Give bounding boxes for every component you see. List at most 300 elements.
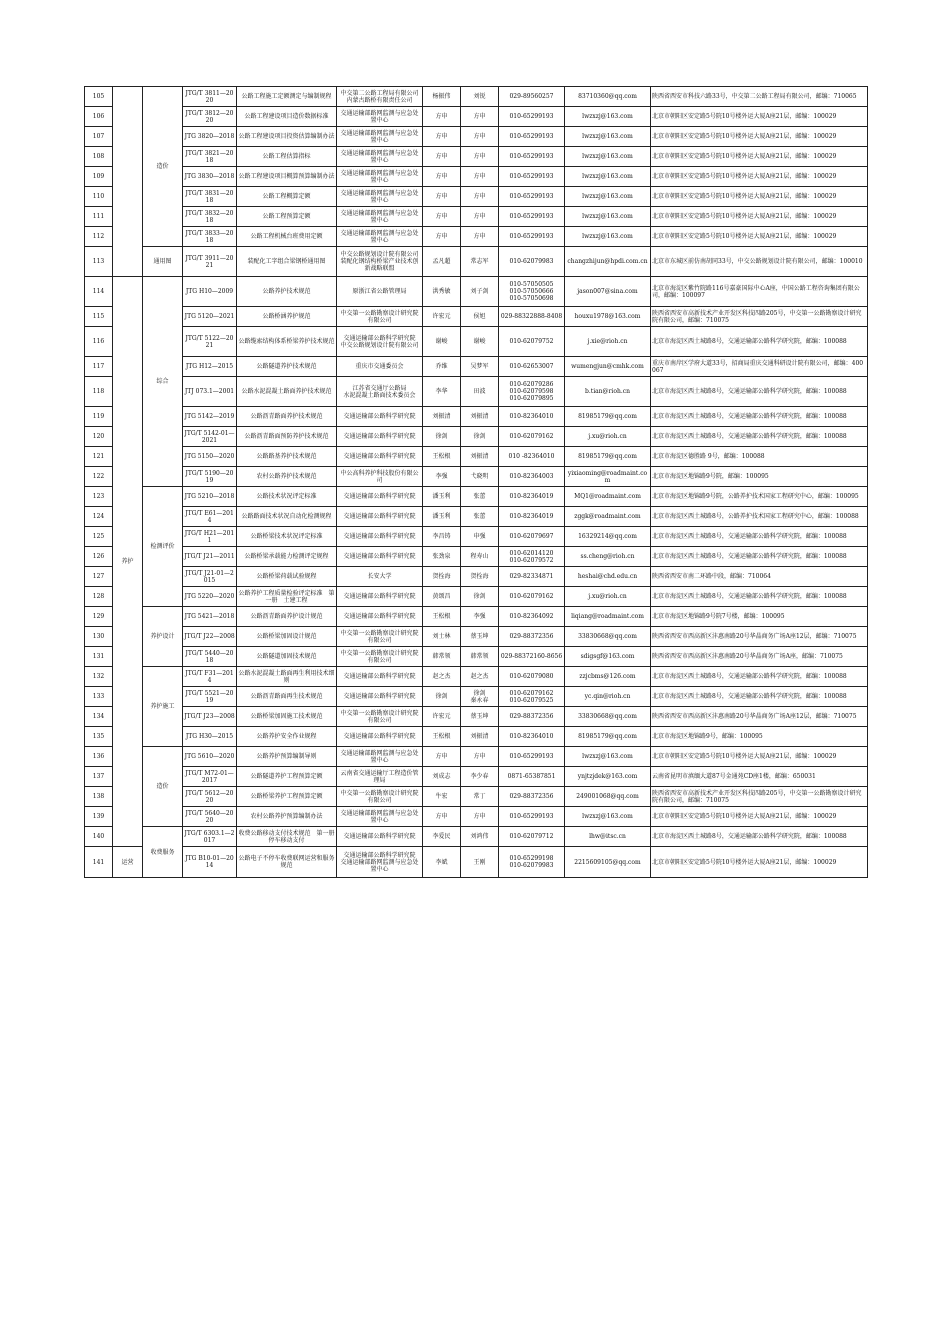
row-number: 106 [85,107,113,127]
contact-email[interactable]: sdigsgf@163.com [565,647,651,667]
table-row [85,707,868,727]
row-number: 134 [85,707,113,727]
table-row [85,127,868,147]
standard-code: JTG 5142—2019 [183,407,237,427]
table-row [85,747,868,767]
standard-code: JTG/T 5190—2019 [183,467,237,487]
table-row [85,87,868,107]
standard-code: JTG/T J22—2008 [183,627,237,647]
contact-email[interactable]: 33830668@qq.com [565,707,651,727]
contact-email[interactable]: zggk@roadmaint.com [565,507,651,527]
contact-email[interactable]: MQ1@roadmaint.com [565,487,651,507]
standard-name: 公路养护工程质量检验评定标准 第一册 土建工程 [237,587,337,607]
chief-editor: 徐剑 [423,687,461,707]
contact-address: 陕西省西安市西高新区沣惠南路20号华晶商务广场A座12层，邮编：710075 [651,627,868,647]
standard-name: 装配化工字组合梁钢桥通用图 [237,247,337,277]
contact-email[interactable]: ss.cheng@rioh.cn [565,547,651,567]
chief-editor: 王松根 [423,607,461,627]
contact-email[interactable]: j.xie@rioh.cn [565,327,651,357]
standard-code: JTG 5610—2020 [183,747,237,767]
chief-editor: 方申 [423,107,461,127]
table-row [85,627,868,647]
contact-address: 北京市海淀区西土城路8号，交通运输部公路科学研究院，邮编：100088 [651,527,868,547]
standard-name: 公路桥梁加固施工技术规范 [237,707,337,727]
table-row [85,327,868,357]
standard-name: 公路桥梁荷载试验规程 [237,567,337,587]
contact-email[interactable]: 83710360@qq.com [565,87,651,107]
contact-email[interactable]: yixiaoming@roadmaint.com [565,467,651,487]
standard-name: 公路养护预算编制导则 [237,747,337,767]
lead-organization: 交通运输部路网监测与应急处置中心 [337,187,423,207]
contact-person: 程寿山 [461,547,499,567]
contact-email[interactable]: jason007@sina.com [565,277,651,307]
table-row [85,307,868,327]
standard-code: JTG/T J21—2011 [183,547,237,567]
standard-name: 公路沥青路面再生技术规范 [237,687,337,707]
contact-phone: 010-65299193 [499,147,565,167]
contact-phone: 010-65299193 [499,127,565,147]
table-row [85,427,868,447]
standard-code: JTG/T H21—2011 [183,527,237,547]
chief-editor: 方申 [423,227,461,247]
standard-code: JTG H12—2015 [183,357,237,377]
contact-email[interactable]: 16329214@qq.com [565,527,651,547]
standard-name: 公路工程预算定额 [237,207,337,227]
contact-email[interactable]: wumengjun@cmhk.com [565,357,651,377]
chief-editor: 刘成志 [423,767,461,787]
lead-organization: 交通运输部公路科学研究院 [337,507,423,527]
standard-code: JTG H30—2015 [183,727,237,747]
contact-phone: 010-82364019 [499,487,565,507]
table-row [85,407,868,427]
contact-email[interactable]: liqiang@roadmaint.com [565,607,651,627]
lead-organization: 云南省交通运输厅工程造价管理局 [337,767,423,787]
standard-name: 公路隧道加固技术规范 [237,647,337,667]
standard-name: 公路工程建设项目概算预算编制办法 [237,167,337,187]
lead-organization: 交通运输部公路科学研究院 [337,407,423,427]
contact-address: 重庆市南岸区学府大道33号，招商局重庆交通科研设计院有限公司，邮编：400067 [651,357,868,377]
table-row [85,207,868,227]
contact-email[interactable]: lwzxzj@163.com [565,107,651,127]
contact-person: 方申 [461,207,499,227]
contact-phone: 010-62653007 [499,357,565,377]
standard-name: 公路养护技术规范 [237,277,337,307]
chief-editor: 刘士林 [423,627,461,647]
lead-organization: 交通运输部路网监测与应急处置中心 [337,207,423,227]
standard-code: JTG/T 3832—2018 [183,207,237,227]
standard-code: JTG/T 5612—2020 [183,787,237,807]
contact-address: 陕西省西安市西高新区沣惠南路20号华晶商务广场A座12层，邮编：710075 [651,707,868,727]
contact-email[interactable]: 33830668@qq.com [565,627,651,647]
contact-phone: 010-65299193 [499,807,565,827]
standard-name: 公路桥涵养护规范 [237,307,337,327]
table-row [85,827,868,847]
standard-name: 公路技术状况评定标准 [237,487,337,507]
contact-person: 贺拴海 [461,567,499,587]
lead-organization: 交通运输部公路科学研究院 [337,447,423,467]
contact-phone: 010-65299193 [499,747,565,767]
standard-name: 公路沥青路面养护技术规范 [237,407,337,427]
standard-name: 公路隧道养护技术规范 [237,357,337,377]
row-number: 136 [85,747,113,767]
row-number: 139 [85,807,113,827]
standard-name: 公路水泥混凝土路面养护技术规范 [237,377,337,407]
subcategory-cell: 检测评价 [143,487,183,607]
contact-phone: 010-62079080 [499,667,565,687]
row-number: 118 [85,377,113,407]
standard-code: JTG/T F31—2014 [183,667,237,687]
contact-email[interactable]: zzjcbms@126.com [565,667,651,687]
contact-email[interactable]: j.xu@rioh.cn [565,587,651,607]
standard-code: JTG 3830—2018 [183,167,237,187]
row-number: 122 [85,467,113,487]
contact-address: 北京市朝阳区安定路5号院10号楼外运大厦A座21层，邮编：100029 [651,207,868,227]
contact-person: 方申 [461,807,499,827]
row-number: 137 [85,767,113,787]
standard-name: 公路路面技术状况自动化检测规程 [237,507,337,527]
contact-address: 北京市朝阳区安定路5号院10号楼外运大厦A座21层，邮编：100029 [651,107,868,127]
contact-person: 徐剑 秦永春 [461,687,499,707]
contact-phone: 010-62079697 [499,527,565,547]
standard-code: JTG/T 3911—2021 [183,247,237,277]
contact-phone: 029-88372356 [499,787,565,807]
contact-email[interactable]: 2215609105@qq.com [565,847,651,878]
contact-email[interactable]: lwzxzj@163.com [565,147,651,167]
lead-organization: 交通运输部公路科学研究院 [337,427,423,447]
contact-phone: 010-62079162 010-62079525 [499,687,565,707]
chief-editor: 黄颂昌 [423,587,461,607]
contact-address: 北京市海淀区德胜路 9号，邮编：100088 [651,447,868,467]
chief-editor: 谢峻 [423,327,461,357]
contact-person: 刘锐 [461,87,499,107]
standard-name: 公路桥梁技术状况评定标准 [237,527,337,547]
contact-person: 侯旭 [461,307,499,327]
contact-email[interactable]: yc.qin@rioh.cn [565,687,651,707]
table-row [85,787,868,807]
contact-phone: 029-88372356 [499,627,565,647]
contact-address: 北京市海淀区西土城路8号，公路养护技术国家工程研究中心，邮编：100088 [651,507,868,527]
chief-editor: 李华 [423,377,461,407]
contact-address: 北京市海淀区地锦路9号院7号楼，邮编：100095 [651,607,868,627]
contact-email[interactable]: 249001068@qq.com [565,787,651,807]
contact-email[interactable]: 81985179@qq.com [565,407,651,427]
standard-code: JTG H10—2009 [183,277,237,307]
chief-editor: 潘玉利 [423,507,461,527]
contact-person: 常志军 [461,247,499,277]
lead-organization: 中交第二公路工程局有限公司 内蒙古路桥有限责任公司 [337,87,423,107]
contact-email[interactable]: b.tian@rioh.cn [565,377,651,407]
row-number: 141 [85,847,113,878]
row-number: 127 [85,567,113,587]
lead-organization: 交通运输部公路科学研究院 [337,667,423,687]
standard-name: 公路工程建设项目造价数据标准 [237,107,337,127]
standard-code: JTG/T J23—2008 [183,707,237,727]
row-number: 128 [85,587,113,607]
lead-organization: 交通运输部公路科学研究院 [337,527,423,547]
contact-person: 韩常领 [461,647,499,667]
table-row [85,527,868,547]
contact-address: 陕西省西安市科技六路33号，中交第二公路工程局有限公司，邮编：710065 [651,87,868,107]
contact-email[interactable]: lwzxzj@163.com [565,747,651,767]
contact-email[interactable]: lwzxzj@163.com [565,187,651,207]
row-number: 112 [85,227,113,247]
contact-person: 吴梦军 [461,357,499,377]
table-row [85,467,868,487]
table-body [85,87,868,878]
row-number: 138 [85,787,113,807]
contact-address: 北京市海淀区西土城路8号，交通运输部公路科学研究院，邮编：100088 [651,587,868,607]
standard-name: 公路工程建设项目投资估算编制办法 [237,127,337,147]
contact-email[interactable]: lwzxzj@163.com [565,167,651,187]
row-number: 105 [85,87,113,107]
standard-name: 公路工程机械台班费用定额 [237,227,337,247]
chief-editor: 洪秀敏 [423,277,461,307]
category-cell [113,87,143,277]
contact-phone: 010-62079752 [499,327,565,357]
standard-name: 公路电子不停车收费联网运营和服务规范 [237,847,337,878]
row-number: 124 [85,507,113,527]
chief-editor: 方申 [423,207,461,227]
chief-editor: 贺拴海 [423,567,461,587]
standards-table [84,86,868,878]
contact-address: 陕西省西安市西高新区沣惠南路20号华晶商务广场A座，邮编：710075 [651,647,868,667]
row-number: 130 [85,627,113,647]
contact-email[interactable]: changzhijun@hpdi.com.cn [565,247,651,277]
standard-name: 公路桥梁加固设计规范 [237,627,337,647]
standard-code: JTG/T 3821—2018 [183,147,237,167]
chief-editor: 赵之杰 [423,667,461,687]
standard-code: JTG/T 5640—2020 [183,807,237,827]
contact-address: 北京市朝阳区安定路5号院10号楼外运大厦A座21层，邮编：100029 [651,127,868,147]
contact-email[interactable]: lwzxzj@163.com [565,227,651,247]
standard-name: 公路桥梁承载能力检测评定规程 [237,547,337,567]
lead-organization: 长安大学 [337,567,423,587]
contact-address: 北京市海淀区西土城路8号，交通运输部公路科学研究院，邮编：100088 [651,687,868,707]
contact-person: 刘子剑 [461,277,499,307]
chief-editor: 方申 [423,747,461,767]
lead-organization: 交通运输部公路科学研究院 [337,487,423,507]
row-number: 121 [85,447,113,467]
contact-phone: 029-88322888-8408 [499,307,565,327]
standard-code: JTG/T 5122—2021 [183,327,237,357]
lead-organization: 中交第一公路勘察设计研究院有限公司 [337,787,423,807]
contact-phone: 010-65299198 010-62079983 [499,847,565,878]
lead-organization: 交通运输部路网监测与应急处置中心 [337,127,423,147]
lead-organization: 重庆市交通委员会 [337,357,423,377]
lead-organization: 原浙江省公路管理局 [337,277,423,307]
lead-organization: 江苏省交通厅公路局 水泥混凝土路面技术委员会 [337,377,423,407]
table-row [85,687,868,707]
contact-address: 北京市海淀区西土城路8号，交通运输部公路科学研究院，邮编：100088 [651,377,868,407]
standard-name: 公路工程施工定额测定与编制规程 [237,87,337,107]
chief-editor: 牛宏 [423,787,461,807]
standard-name: 公路沥青路面养护设计规范 [237,607,337,627]
standard-code: JTG/T 5521—2019 [183,687,237,707]
standards-table-sheet [84,86,867,878]
table-row [85,187,868,207]
table-row [85,667,868,687]
contact-email[interactable]: heshai@chd.edu.cn [565,567,651,587]
contact-email[interactable]: lwzxzj@163.com [565,127,651,147]
chief-editor: 王松根 [423,727,461,747]
chief-editor: 韩常领 [423,647,461,667]
standard-name: 农村公路养护技术规范 [237,467,337,487]
chief-editor: 徐剑 [423,427,461,447]
contact-person: 方申 [461,187,499,207]
chief-editor: 方申 [423,147,461,167]
contact-person: 刘振清 [461,727,499,747]
contact-email[interactable]: houxu1978@163.com [565,307,651,327]
contact-phone: 010-65299193 [499,167,565,187]
contact-phone: 010-82364010 [499,407,565,427]
contact-person: 王刚 [461,847,499,878]
row-number: 109 [85,167,113,187]
table-row [85,807,868,827]
lead-organization: 中交公路规划设计院有限公司 装配化钢结构桥梁产业技术创新战略联盟 [337,247,423,277]
table-row [85,377,868,407]
contact-email[interactable]: 81985179@qq.com [565,447,651,467]
row-number: 115 [85,307,113,327]
subcategory-cell: 收费服务 [143,827,183,878]
row-number: 110 [85,187,113,207]
contact-address: 北京市海淀区西土城路8号，交通运输部公路科学研究院，邮编：100088 [651,427,868,447]
contact-address: 北京市海淀区西土城路8号，交通运输部公路科学研究院，邮编：100088 [651,667,868,687]
contact-address: 北京市朝阳区安定路5号院10号楼外运大厦A座21层，邮编：100029 [651,167,868,187]
standard-code: JTG 5120—2021 [183,307,237,327]
standard-name: 收费公路移动支付技术规范 第一册 停车移动支付 [237,827,337,847]
row-number: 135 [85,727,113,747]
table-row [85,547,868,567]
standard-code: JTG/T 5440—2018 [183,647,237,667]
standard-code: JTG/T 5142-01—2021 [183,427,237,447]
contact-phone: 010-82364092 [499,607,565,627]
standard-code: JTG 5421—2018 [183,607,237,627]
lead-organization: 交通运输部公路科学研究院 [337,827,423,847]
contact-person: 方申 [461,147,499,167]
row-number: 114 [85,277,113,307]
contact-address: 北京市朝阳区安定路5号院10号楼外运大厦A座21层，邮编：100029 [651,847,868,878]
contact-person: 李少春 [461,767,499,787]
standard-code: JTJ 073.1—2001 [183,377,237,407]
contact-phone: 010-82364019 [499,507,565,527]
row-number: 125 [85,527,113,547]
standard-code: JTG/T M72-01—2017 [183,767,237,787]
standard-name: 公路路基养护技术规范 [237,447,337,467]
standard-code: JTG/T 3812—2020 [183,107,237,127]
contact-person: 张蕾 [461,487,499,507]
chief-editor: 王松根 [423,447,461,467]
table-row [85,607,868,627]
table-row [85,277,868,307]
contact-person: 赵之杰 [461,667,499,687]
chief-editor: 刘振清 [423,407,461,427]
contact-address: 北京市朝阳区安定路5号院10号楼外运大厦A座21层，邮编：100029 [651,147,868,167]
category-cell: 养护 [113,277,143,847]
contact-address: 北京市朝阳区安定路5号院10号楼外运大厦A座21层，邮编：100029 [651,747,868,767]
standard-code: JTG 5210—2018 [183,487,237,507]
chief-editor: 孟凡超 [423,247,461,277]
standard-code: JTG 3820—2018 [183,127,237,147]
contact-phone: 010-62079286 010-62079598 010-62079895 [499,377,565,407]
table-row [85,567,868,587]
table-row [85,147,868,167]
contact-person: 李强 [461,607,499,627]
contact-email[interactable]: lwzxzj@163.com [565,807,651,827]
contact-address: 北京市朝阳区安定路5号院10号楼外运大厦A座21层，邮编：100029 [651,187,868,207]
lead-organization: 交通运输部路网监测与应急处置中心 [337,167,423,187]
contact-email[interactable]: lhw@itsc.cn [565,827,651,847]
contact-phone: 029-89560257 [499,87,565,107]
contact-email[interactable]: j.xu@rioh.cn [565,427,651,447]
table-row [85,507,868,527]
chief-editor: 方申 [423,127,461,147]
contact-phone: 010-62079162 [499,587,565,607]
contact-address: 北京市东城区前仿南胡同33号，中交公路规划设计院有限公司，邮编：100010 [651,247,868,277]
contact-phone: 010-62079712 [499,827,565,847]
chief-editor: 方申 [423,187,461,207]
row-number: 126 [85,547,113,567]
subcategory-cell: 养护施工 [143,667,183,747]
table-row [85,727,868,747]
row-number: 132 [85,667,113,687]
contact-phone: 029-88372356 [499,707,565,727]
chief-editor: 杨振伟 [423,87,461,107]
subcategory-cell: 造价 [143,87,183,247]
chief-editor: 许宏元 [423,307,461,327]
standard-code: JTG 5220—2020 [183,587,237,607]
standard-name: 公路缆索结构体系桥梁养护技术规范 [237,327,337,357]
contact-email[interactable]: ynjtzjdek@163.com [565,767,651,787]
contact-address: 陕西省西安市南二环路中段，邮编：710064 [651,567,868,587]
row-number: 123 [85,487,113,507]
contact-email[interactable]: lwzxzj@163.com [565,207,651,227]
contact-phone: 0871-65387851 [499,767,565,787]
category-cell: 运营 [113,847,143,878]
table-row [85,167,868,187]
chief-editor: 方申 [423,167,461,187]
contact-phone: 010-65299193 [499,227,565,247]
subcategory-cell: 养护设计 [143,607,183,667]
lead-organization: 交通运输部路网监测与应急处置中心 [337,807,423,827]
chief-editor: 潘玉利 [423,487,461,507]
contact-address: 北京市朝阳区安定路5号院10号楼外运大厦A座21层，邮编：100029 [651,227,868,247]
standard-name: 农村公路养护预算编制办法 [237,807,337,827]
contact-person: 徐剑 [461,587,499,607]
contact-address: 陕西省西安市高新技术产业开发区科技四路205号，中交第一公路勘察设计研究院有限公司，邮编：710075 [651,307,868,327]
contact-email[interactable]: 81985179@qq.com [565,727,651,747]
row-number: 108 [85,147,113,167]
contact-person: 刘鸿伟 [461,827,499,847]
contact-person: 方申 [461,747,499,767]
contact-person: 徐剑 [461,427,499,447]
lead-organization: 交通运输部公路科学研究院 [337,587,423,607]
chief-editor: 许宏元 [423,707,461,727]
standard-code: JTG/T E61—2014 [183,507,237,527]
contact-address: 北京市海淀区地锦路9号院，邮编：100095 [651,467,868,487]
contact-person: 常丁 [461,787,499,807]
chief-editor: 方申 [423,807,461,827]
contact-person: 方申 [461,107,499,127]
row-number: 131 [85,647,113,667]
contact-phone: 010-57050505 010-57050666 010-57050698 [499,277,565,307]
standard-name: 公路水泥混凝土路面再生利用技术细则 [237,667,337,687]
chief-editor: 乔维 [423,357,461,377]
row-number: 116 [85,327,113,357]
lead-organization: 交通运输部公路科学研究院 [337,547,423,567]
standard-code: JTG/T 3811—2020 [183,87,237,107]
subcategory-cell: 造价 [143,747,183,827]
contact-person: 蔡玉坤 [461,627,499,647]
